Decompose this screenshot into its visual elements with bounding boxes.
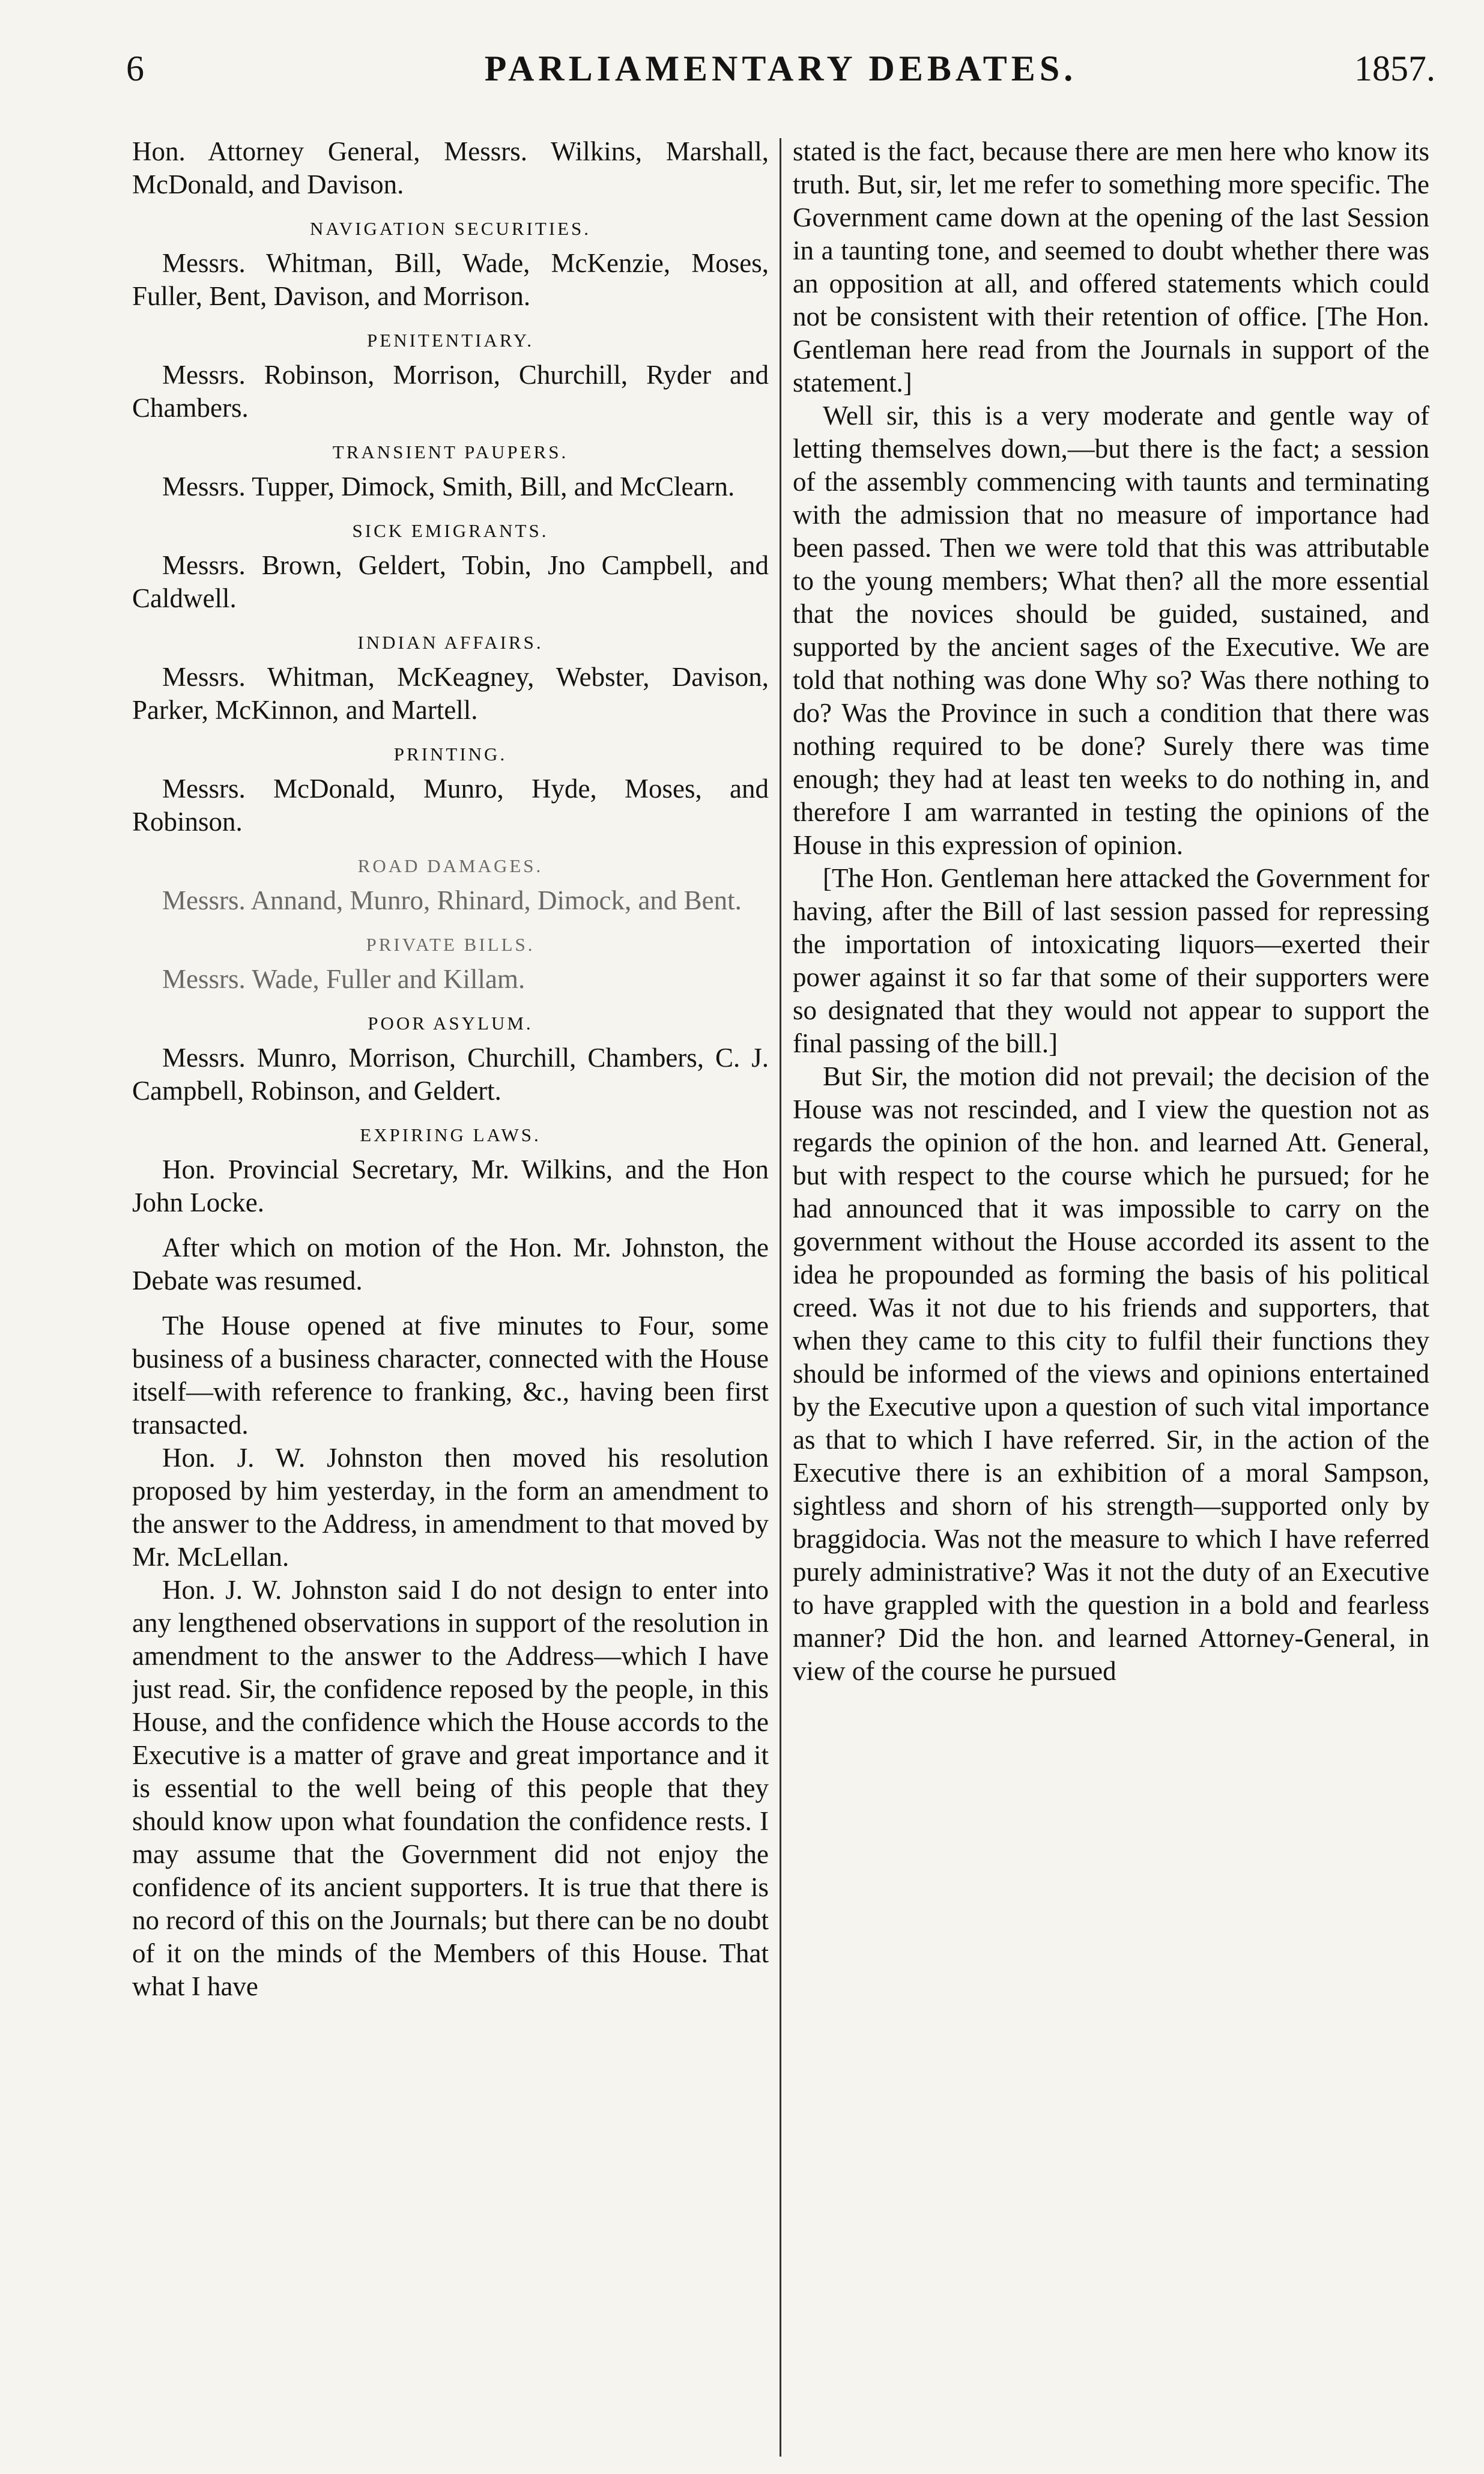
debate-resumed-note: After which on motion of the Hon. Mr. Johnston, the Debate was resumed. [132, 1232, 769, 1296]
page-header [126, 48, 1435, 108]
committee-heading: POOR ASYLUM. [368, 1013, 533, 1034]
page-number: 6 [126, 49, 144, 88]
right-column [793, 135, 1429, 2460]
committee-members: Messrs. Wade, Fuller and Killam. [162, 964, 525, 994]
page-title: PARLIAMENTARY DEBATES. [484, 49, 1077, 88]
speech-paragraph: stated is the fact, because there are men here who know its truth. But, sir, let me refer to something more specific. The Government came down at the opening of the last Session in a taunting tone, and seemed to doubt whether there was an opposition at all, and offered statements which could not be consistent with their retention of office. [The Hon. Gentleman here read from the Journals in support of the statement.] [793, 136, 1429, 398]
committee-intro: Hon. Attorney General, Messrs. Wilkins, Marshall, McDonald, and Davison. [132, 136, 769, 199]
committee-heading: NAVIGATION SECURITIES. [309, 218, 592, 239]
left-column [132, 135, 769, 2460]
committee-members: Messrs. Tupper, Dimock, Smith, Bill, and McClearn. [162, 471, 735, 502]
committee-members: Messrs. Munro, Morrison, Churchill, Chambers, C. J. Campbell, Robinson, and Geldert. [132, 1043, 769, 1106]
committee-members: Messrs. Brown, Geldert, Tobin, Jno Campbell, and Caldwell. [132, 550, 769, 613]
johnston-speech-paragraph: Hon. J. W. Johnston said I do not design to enter into any lengthened observations in support of the resolution in amendment to the answer to the Address—which I have just read. Sir, the confidence reposed by the people, in this House, and the confidence which the House accords to the Executive is a matter of grave and great importance and it is essential to the well being of this people that they should know upon what foundation the confidence rests. I may assume that the Government did not enjoy the confidence of its ancient supporters. It is true that there is no record of this on the Journals; but there can be no doubt of it on the minds of the Members of this House. That what I have [132, 1575, 769, 2001]
committee-members: Messrs. Robinson, Morrison, Churchill, Ryder and Chambers. [132, 360, 769, 423]
page-year: 1857. [1354, 49, 1435, 88]
house-opened-paragraph: The House opened at five minutes to Four, some business of a business character, connected with the House itself—with reference to franking, &c., having been first transacted. [132, 1311, 769, 1440]
committee-heading: PRINTING. [393, 744, 507, 765]
committee-heading: SICK EMIGRANTS. [352, 520, 549, 541]
speech-paragraph: Well sir, this is a very moderate and gentle way of letting themselves down,—but there is the fact; a session of the assembly commencing with taunts and terminating with the admission that no measure of importance had been passed. Then we were told that this was attributable to the young members; What then? all the more essential that the novices should be guided, sustained, and supported by the ancient sages of the Executive. We are told that nothing was done Why so? Was there nothing to do? Was the Province in such a condition that there was nothing required to be done? Surely there was time enough; they had at least ten weeks to do nothing in, and therefore I am warranted in testing the opinions of the House in this expression of opinion. [793, 401, 1429, 860]
committee-heading: EXPIRING LAWS. [360, 1124, 541, 1145]
speech-paragraph: [The Hon. Gentleman here attacked the Government for having, after the Bill of last session passed for repressing the importation of intoxicating liquors—exerted their power against it so far that some of their supporters were so designated that they would not appear to support the final passing of the bill.] [793, 863, 1429, 1058]
committee-members: Hon. Provincial Secretary, Mr. Wilkins, and the Hon John Locke. [132, 1154, 769, 1217]
committee-heading: PRIVATE BILLS. [366, 934, 535, 955]
speech-paragraph: But Sir, the motion did not prevail; the decision of the House was not rescinded, and I view the question not as regards the opinion of the hon. and learned Att. General, but with respect to the course which he pursued; for he had announced that it was impossible to carry on the government without the House accorded its assent to the idea he propounded as forming the basis of his political creed. Was it not due to his friends and supporters, that when they came to this city to fulfil their functions they should be informed of the views and opinions entertained by the Executive upon a question of such vital importance as that to which I have referred. Sir, in the action of the Executive there is an exhibition of a moral Sampson, sightless and shorn of his strength—supported only by braggidocia. Was not the measure to which I have referred purely administrative? Was it not the duty of an Executive to have grappled with the question in a bold and fearless manner? Did the hon. and learned Attorney-General, in view of the course he pursued [793, 1061, 1429, 1686]
column-divider [780, 138, 781, 2457]
committee-heading: TRANSIENT PAUPERS. [332, 441, 569, 462]
committee-members: Messrs. Whitman, Bill, Wade, McKenzie, Moses, Fuller, Bent, Davison, and Morrison. [132, 248, 769, 311]
committee-members: Messrs. McDonald, Munro, Hyde, Moses, and Robinson. [132, 774, 769, 837]
committee-heading: ROAD DAMAGES. [357, 855, 544, 876]
committee-heading: INDIAN AFFAIRS. [357, 632, 544, 653]
committee-members: Messrs. Whitman, McKeagney, Webster, Davison, Parker, McKinnon, and Martell. [132, 662, 769, 725]
johnston-motion-paragraph: Hon. J. W. Johnston then moved his resolution proposed by him yesterday, in the form an amendment to the answer to the Address, in amendment to that moved by Mr. McLellan. [132, 1443, 769, 1572]
committee-heading: PENITENTIARY. [367, 330, 534, 351]
committee-members: Messrs. Annand, Munro, Rhinard, Dimock, and Bent. [162, 885, 742, 915]
